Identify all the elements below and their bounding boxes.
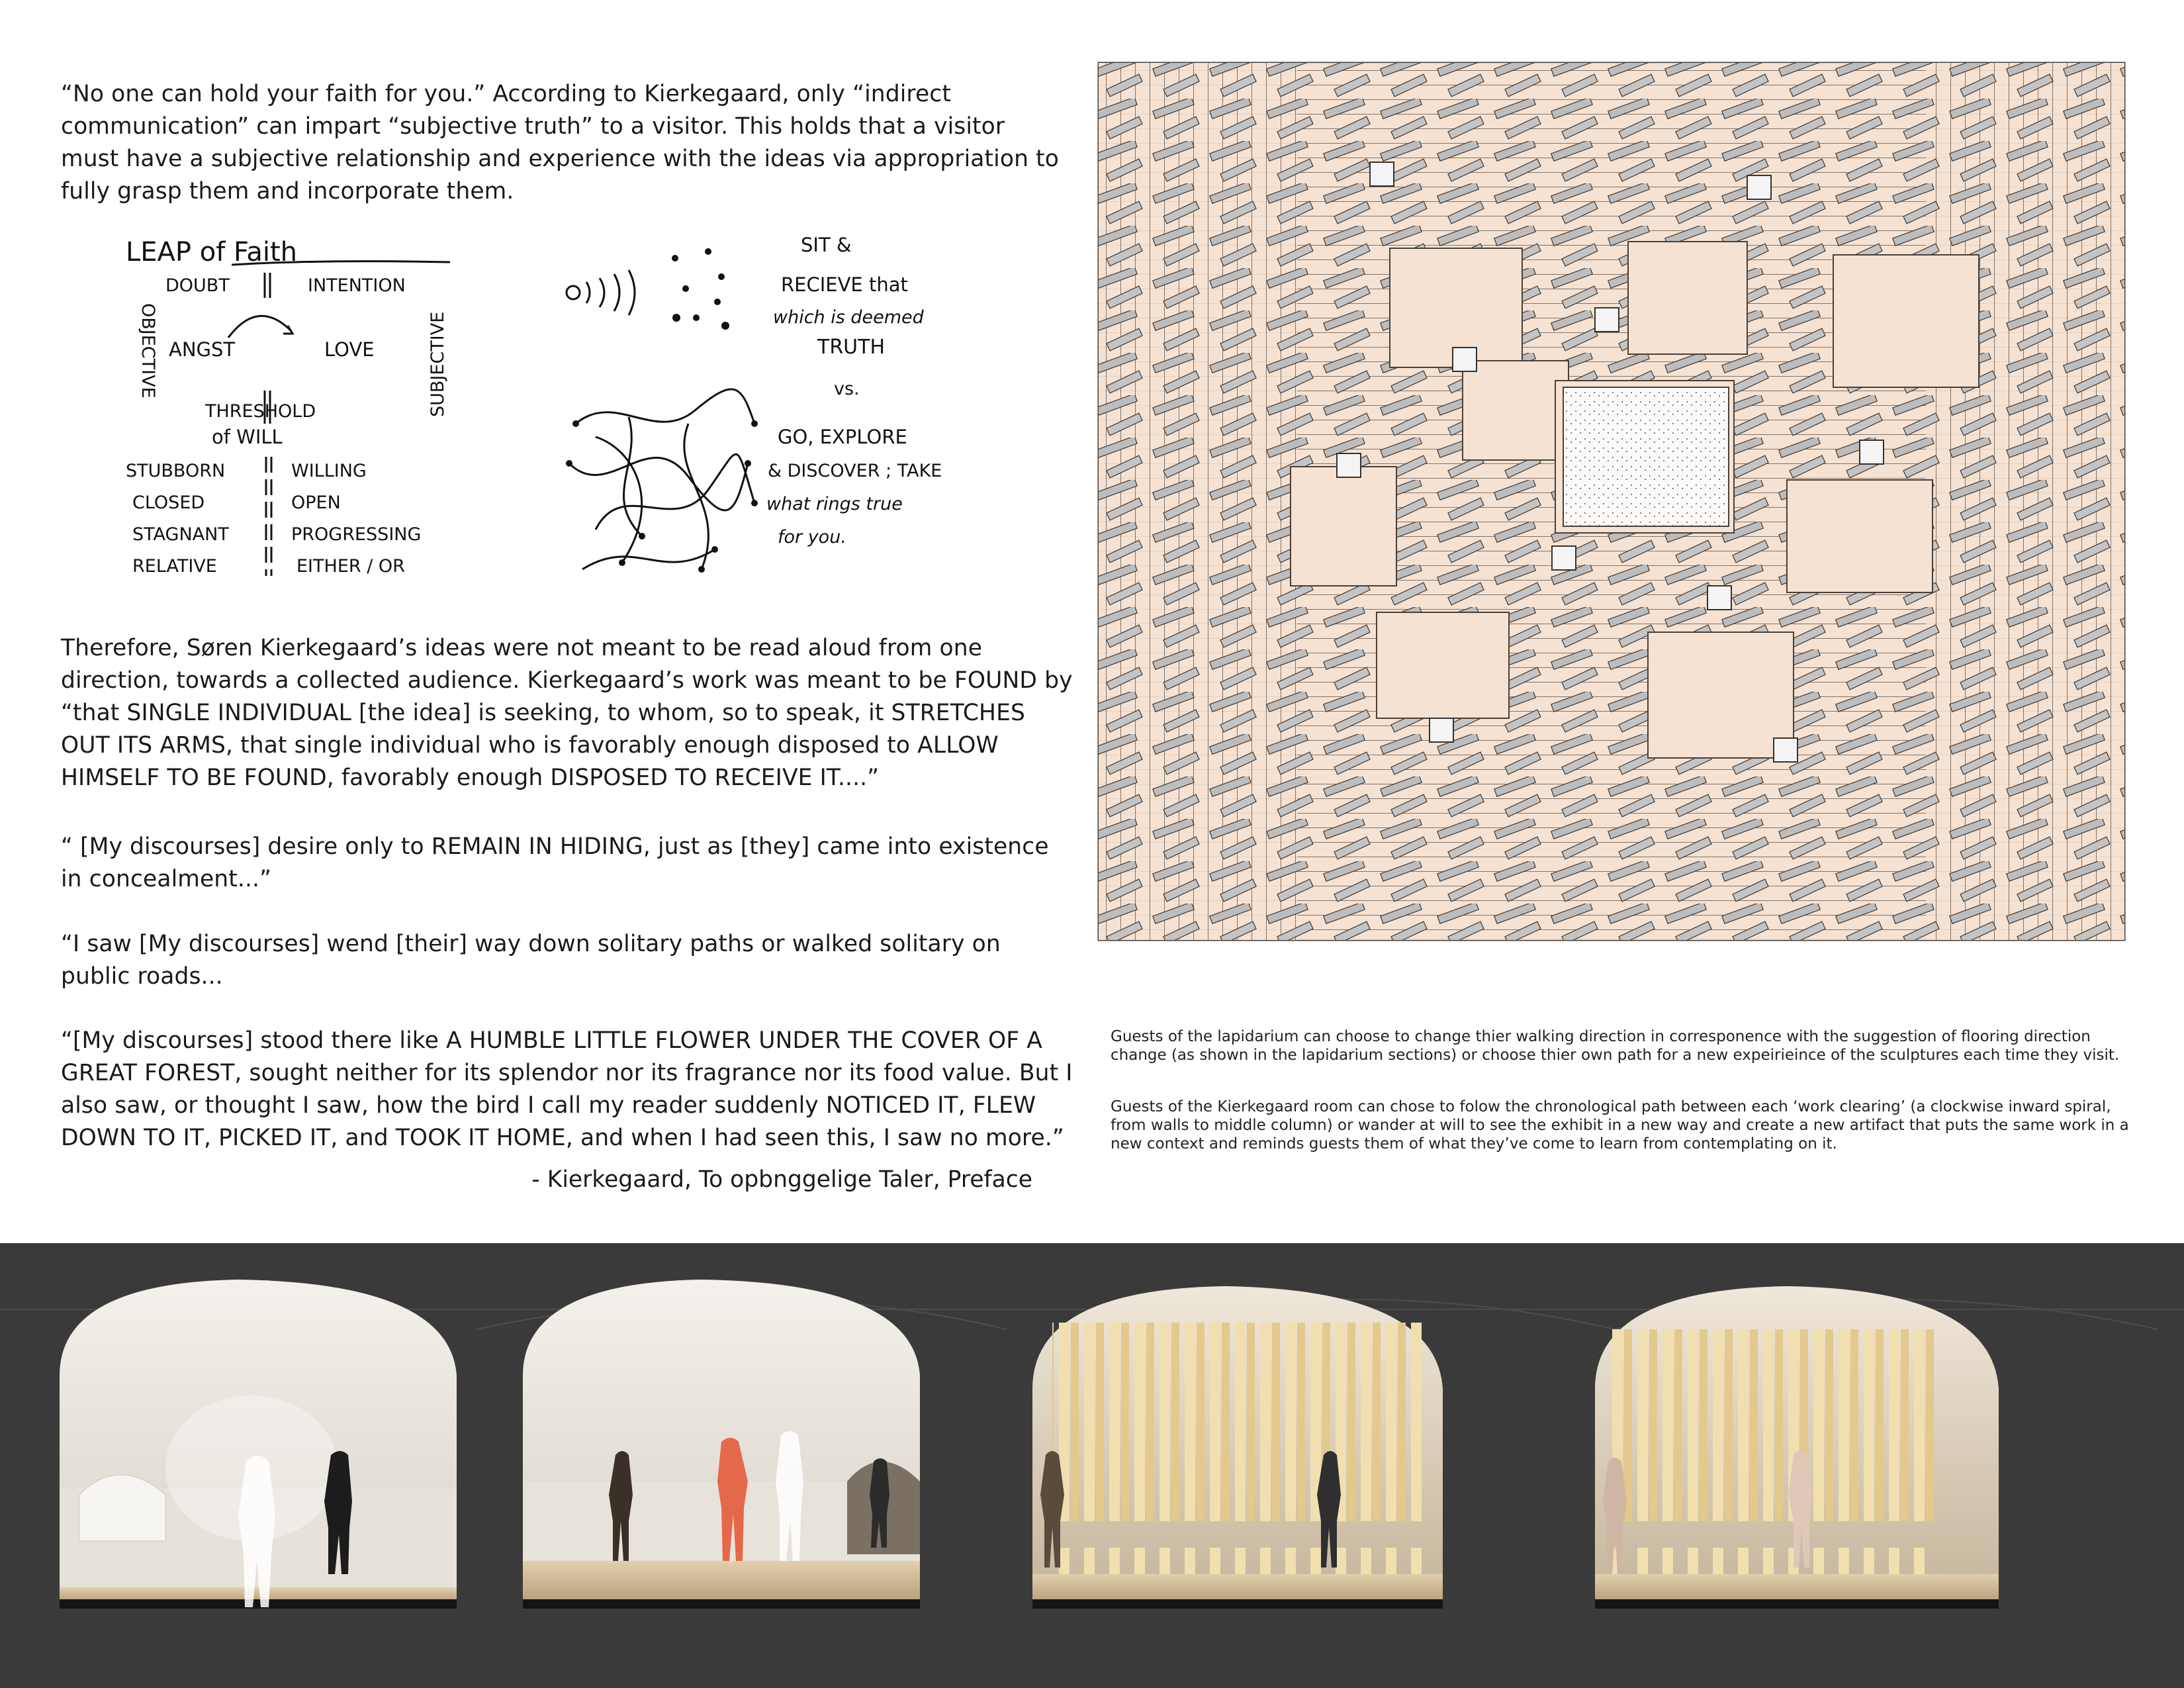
sketch-threshold: THRESHOLD <box>205 401 316 422</box>
quote-hiding-paragraph: “ [My discourses] desire only to REMAIN IN HIDING, just as [they] came into existence in concealment...” <box>61 833 1049 892</box>
sketch-pair-left: STAGNANT <box>132 524 229 545</box>
kierkegaard-room-floor-plan <box>1092 56 2131 947</box>
sketch-title: LEAP of Faith <box>126 237 298 267</box>
sketch-subjective: SUBJECTIVE <box>428 311 448 417</box>
sketch-pair-right: OPEN <box>291 492 341 513</box>
sketch-sit: SIT & <box>801 234 852 256</box>
sketch-pair-left: RELATIVE <box>132 556 217 577</box>
sketch-discover: & DISCOVER ; TAKE <box>768 461 942 481</box>
section-4 <box>1595 1286 1999 1609</box>
section-3 <box>1032 1286 1443 1609</box>
sketch-for-you: for you. <box>778 527 846 547</box>
quote-attribution: - Kierkegaard, To opbnggelige Taler, Preface <box>531 1166 1032 1193</box>
sketch-intention: INTENTION <box>308 275 406 296</box>
sit-vs-explore-sketch <box>556 225 979 609</box>
lapidarium-sections <box>0 1243 2184 1688</box>
sketch-vs: vs. <box>834 379 860 399</box>
sketch-love: LOVE <box>324 338 375 361</box>
sketch-recieve: RECIEVE that <box>781 273 908 296</box>
quote-flower-paragraph: “[My discourses] stood there like A HUMBLE LITTLE FLOWER UNDER THE COVER OF A GREAT FOREST, sought neither for its splendor nor its fragrance nor its food value. But I also saw, or thought I saw, how the bird I call my reader suddenly NOTICED IT, FLEW DOWN TO IT, PICKED IT, and TOOK IT HOME, and when I had seen this, I saw no more.” <box>61 1027 1073 1151</box>
sketch-pair-right: PROGRESSING <box>291 524 422 545</box>
sketch-explore: GO, EXPLORE <box>778 426 907 448</box>
sketch-pair-left: CLOSED <box>132 492 205 513</box>
section-1 <box>60 1280 457 1609</box>
intro-paragraph: “No one can hold your faith for you.” According to Kierkegaard, only “indirect communication” can impart “subjective truth” to a visitor. This holds that a visitor must have a subjective relationship and experience with the ideas via appropriation to fully grasp them and incorporate them. <box>61 81 1059 205</box>
sketch-doubt: DOUBT <box>165 275 230 296</box>
sketch-truth: TRUTH <box>817 336 886 359</box>
sketch-pair-left: STUBBORN <box>126 461 226 481</box>
sketch-angst: ANGST <box>169 338 236 361</box>
leap-of-faith-sketch <box>119 232 490 583</box>
sketch-pair-right: WILLING <box>291 461 367 481</box>
sketch-of-will: of WILL <box>212 426 283 448</box>
sketch-deemed: which is deemed <box>773 307 924 328</box>
sketch-pair-right: EITHER / OR <box>296 556 405 577</box>
quote-found-paragraph: Therefore, Søren Kierkegaard’s ideas were not meant to be read aloud from one direction, towards a collected audience. Kierkegaard’s work was meant to be FOUND by “that SINGLE INDIVIDUAL [the idea] is seeking, to whom, so to speak, it STRETCHES OUT ITS ARMS, that single individual who is favorably enough disposed to ALLOW HIMSELF TO BE FOUND, favorably enough DISPOSED TO RECEIVE IT....” <box>61 635 1073 791</box>
section-2 <box>523 1280 920 1609</box>
lapidarium-caption: Guests of the lapidarium can choose to change thier walking direction in corresponence with the suggestion of flooring direction change (as shown in the lapidarium sections) or choose thier own path for a new expeirieince of the sculptures each time they visit. <box>1111 1028 2120 1064</box>
quote-paths-paragraph: “I saw [My discourses] wend [their] way down solitary paths or walked solitary on public roads... <box>61 931 1001 990</box>
sketch-rings: what rings true <box>766 494 903 514</box>
sketch-objective: OBJECTIVE <box>138 303 158 399</box>
kierkegaard-room-caption: Guests of the Kierkegaard room can chose to folow the chronological path between each ‘work clearing’ (a clockwise inward spiral, from walls to middle column) or wander at will to see the exhibit in a new way and create a new artifact that puts the same work in a new context and reminds guests them of what they’ve come to learn from contemplating on it. <box>1111 1098 2129 1152</box>
